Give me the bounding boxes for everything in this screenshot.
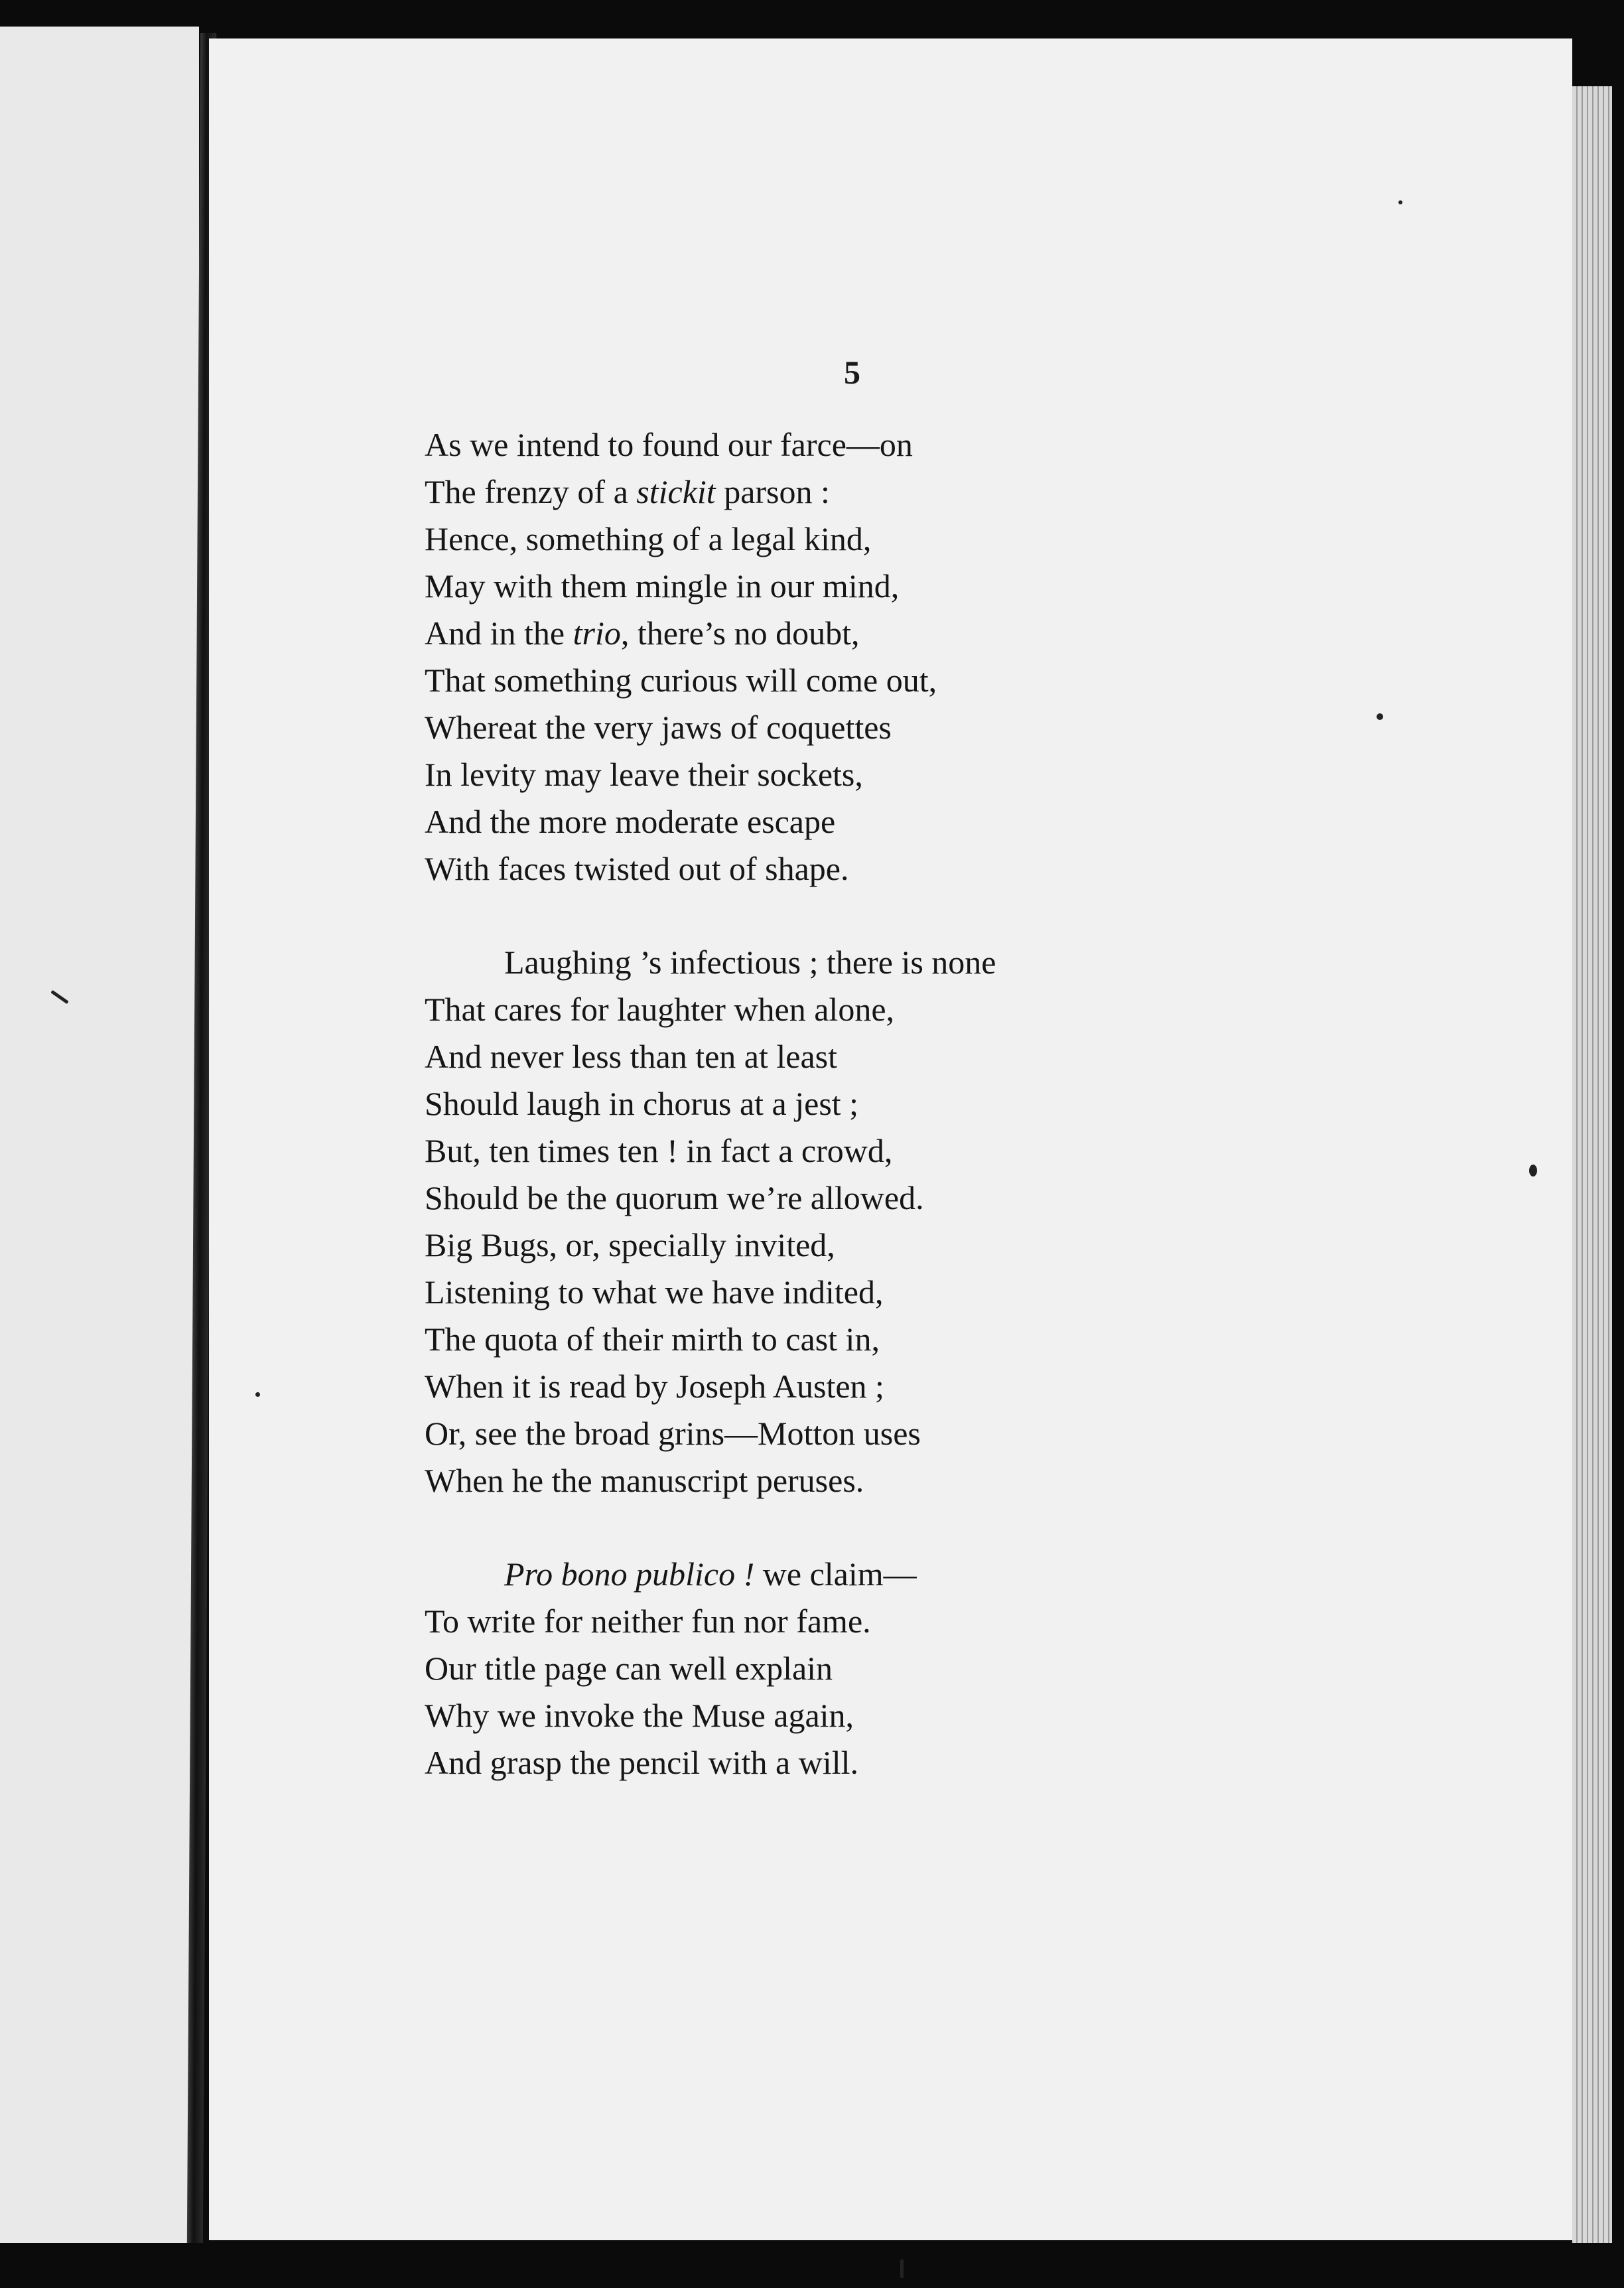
- scan-speck: [1398, 200, 1402, 204]
- scan-speck: [900, 2259, 904, 2278]
- poem-line: With faces twisted out of shape.: [425, 850, 849, 887]
- poem-line: Hence, something of a legal kind,: [425, 520, 872, 557]
- poem-line: The quota of their mirth to cast in,: [425, 1321, 880, 1358]
- poem-line: Big Bugs, or, specially invited,: [425, 1226, 835, 1263]
- scan-speck: [1529, 1165, 1537, 1177]
- poem-line: May with them mingle in our mind,: [425, 567, 900, 605]
- poem-line: The frenzy of a stickit parson :: [425, 473, 830, 510]
- poem-line: Or, see the broad grins—Motton uses: [425, 1415, 921, 1452]
- poem-line: Whereat the very jaws of coquettes: [425, 709, 892, 746]
- poem-line: That cares for laughter when alone,: [425, 991, 895, 1028]
- page-number: 5: [844, 354, 860, 391]
- facing-page-edge: [0, 27, 199, 2243]
- italic-word: stickit: [636, 473, 716, 510]
- poem-line: Our title page can well explain: [425, 1650, 833, 1687]
- poem-line: And never less than ten at least: [425, 1038, 838, 1075]
- stanza-1: [425, 421, 996, 893]
- poem-line: Listening to what we have indited,: [425, 1273, 884, 1311]
- poem-line: When it is read by Joseph Austen ;: [425, 1368, 884, 1405]
- poem-text: [425, 421, 996, 1786]
- poem-line: When he the manuscript peruses.: [425, 1462, 864, 1499]
- poem-line: But, ten times ten ! in fact a crowd,: [425, 1132, 893, 1169]
- poem-line: Why we invoke the Muse again,: [425, 1697, 854, 1734]
- scan-speck: [255, 1392, 260, 1397]
- poem-line: As we intend to found our farce—on: [425, 426, 913, 463]
- scan-speck: [1377, 713, 1383, 720]
- poem-line: Should be the quorum we’re allowed.: [425, 1179, 924, 1216]
- stanza-3: [425, 1551, 996, 1786]
- italic-word: trio: [573, 614, 621, 652]
- poem-line: Pro bono publico ! we claim—: [504, 1555, 917, 1593]
- poem-line: That something curious will come out,: [425, 662, 937, 699]
- poem-line: In levity may leave their sockets,: [425, 756, 863, 793]
- poem-line: Should laugh in chorus at a jest ;: [425, 1085, 859, 1122]
- poem-line: And grasp the pencil with a will.: [425, 1744, 859, 1781]
- italic-phrase: Pro bono publico !: [504, 1555, 755, 1593]
- page-stack-edges: [1572, 86, 1612, 2243]
- poem-line: And the more moderate escape: [425, 803, 836, 840]
- poem-line: To write for neither fun nor fame.: [425, 1603, 871, 1640]
- stanza-2: [425, 939, 996, 1504]
- poem-line: And in the trio, there’s no doubt,: [425, 614, 860, 652]
- poem-line: Laughing ’s infectious ; there is none: [504, 944, 996, 981]
